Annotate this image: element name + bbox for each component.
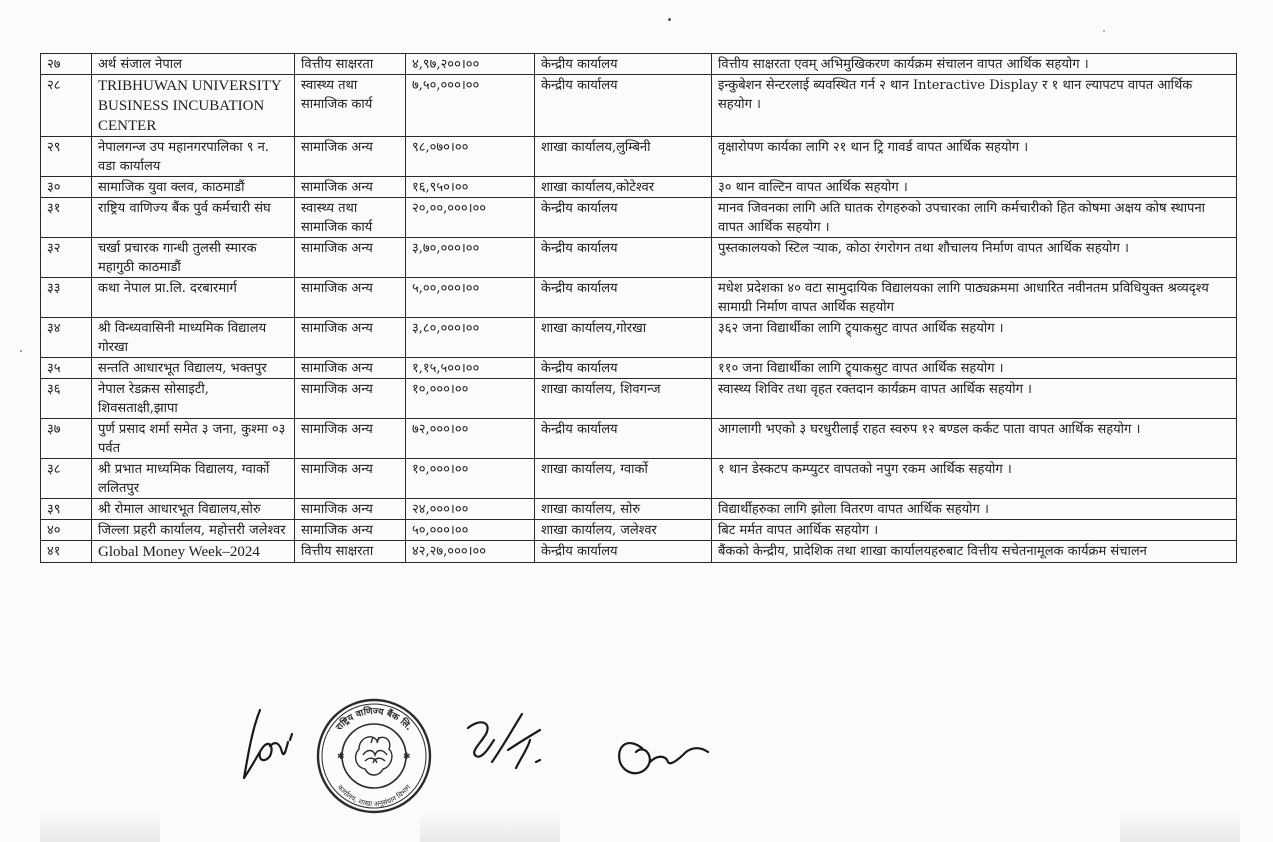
office-cell: शाखा कार्यालय, शिवगन्ज [535, 379, 712, 419]
bank-seal [315, 697, 433, 815]
purpose-cell: ११० जना विद्यार्थीका लागि ट्र्याकसुट वापत आर्थिक सहयोग । [712, 358, 1237, 379]
recipient-cell: TRIBHUWAN UNIVERSITY BUSINESS INCUBATION CENTER [92, 75, 295, 137]
amount-cell: ४,९७,२००।०० [406, 54, 535, 75]
recipient-cell: सन्तति आधारभूत विद्यालय, भक्तपुर [92, 358, 295, 379]
svg-text:✱: ✱ [403, 752, 411, 762]
category-cell: सामाजिक अन्य [295, 499, 406, 520]
scan-shadow [420, 812, 560, 842]
recipient-cell: अर्थ संजाल नेपाल [92, 54, 295, 75]
table-row [41, 238, 1237, 278]
office-cell: केन्द्रीय कार्यालय [535, 358, 712, 379]
recipient-cell: Global Money Week–2024 [92, 541, 295, 563]
category-cell: सामाजिक अन्य [295, 379, 406, 419]
purpose-cell: ३० थान वाल्टिन वापत आर्थिक सहयोग । [712, 177, 1237, 198]
amount-cell: ५,००,०००।०० [406, 278, 535, 318]
purpose-cell: ३६२ जना विद्यार्थीका लागि ट्र्याकसुट वापत आर्थिक सहयोग । [712, 318, 1237, 358]
table-row [41, 318, 1237, 358]
purpose-cell: आगलागी भएको ३ घरधुरीलाई राहत स्वरुप १२ बण्डल कर्कट पाता वापत आर्थिक सहयोग । [712, 419, 1237, 459]
category-cell: सामाजिक अन्य [295, 358, 406, 379]
table-row [41, 54, 1237, 75]
category-cell: सामाजिक अन्य [295, 419, 406, 459]
recipient-cell: कथा नेपाल प्रा.लि. दरबारमार्ग [92, 278, 295, 318]
office-cell: केन्द्रीय कार्यालय [535, 75, 712, 137]
recipient-cell: नेपालगन्ज उप महानगरपालिका ९ न. वडा कार्यालय [92, 137, 295, 177]
serial-number-cell: ३५ [41, 358, 92, 379]
purpose-cell: पुस्तकालयको स्टिल र्‍याक, कोठा रंगरोगन तथा शौचालय निर्माण वापत आर्थिक सहयोग । [712, 238, 1237, 278]
amount-cell: १६,९५०।०० [406, 177, 535, 198]
serial-number-cell: ४१ [41, 541, 92, 563]
office-cell: केन्द्रीय कार्यालय [535, 238, 712, 278]
amount-cell: २०,००,०००।०० [406, 198, 535, 238]
office-cell: शाखा कार्यालय, ग्वार्को [535, 459, 712, 499]
amount-cell: ३,७०,०००।०० [406, 238, 535, 278]
grant-table [40, 53, 1237, 563]
scan-speck [1103, 30, 1105, 32]
category-cell: वित्तीय साक्षरता [295, 541, 406, 563]
purpose-cell: १ थान डेस्कटप कम्प्युटर वापतको नपुग रकम आर्थिक सहयोग । [712, 459, 1237, 499]
purpose-cell: विद्यार्थीहरुका लागि झोला वितरण वापत आर्थिक सहयोग । [712, 499, 1237, 520]
serial-number-cell: ३६ [41, 379, 92, 419]
category-cell: सामाजिक अन्य [295, 238, 406, 278]
office-cell: केन्द्रीय कार्यालय [535, 198, 712, 238]
serial-number-cell: ३१ [41, 198, 92, 238]
office-cell: केन्द्रीय कार्यालय [535, 278, 712, 318]
purpose-cell: वृक्षारोपण कार्यका लागि २१ थान ट्रि गावर्ड वापत आर्थिक सहयोग । [712, 137, 1237, 177]
serial-number-cell: २८ [41, 75, 92, 137]
amount-cell: ९८,०७०।०० [406, 137, 535, 177]
amount-cell: ३,८०,०००।०० [406, 318, 535, 358]
table-row [41, 278, 1237, 318]
recipient-cell: नेपाल रेडक्रस सोसाइटी, शिवसताक्षी,झापा [92, 379, 295, 419]
office-cell: शाखा कार्यालय,लुम्बिनी [535, 137, 712, 177]
signature-2 [468, 714, 540, 768]
table-row [41, 75, 1237, 137]
purpose-cell: इन्कुबेशन सेन्टरलाई ब्यवस्थित गर्न २ थान Interactive Display र १ थान ल्यापटप वापत आर्थिक सहयोग । [712, 75, 1237, 137]
table-row [41, 419, 1237, 459]
table-row [41, 499, 1237, 520]
purpose-cell: स्वास्थ्य शिविर तथा वृहत रक्तदान कार्यक्रम वापत आर्थिक सहयोग । [712, 379, 1237, 419]
serial-number-cell: २९ [41, 137, 92, 177]
table-row [41, 177, 1237, 198]
office-cell: शाखा कार्यालय,कोटेश्वर [535, 177, 712, 198]
scan-shadow [1120, 812, 1240, 842]
purpose-cell: बैंकको केन्द्रीय, प्रादेशिक तथा शाखा कार्यालयहरुबाट वित्तीय सचेतनामूलक कार्यक्रम संचालन [712, 541, 1237, 563]
office-cell: शाखा कार्यालय, सोरु [535, 499, 712, 520]
signature-1 [244, 710, 292, 778]
serial-number-cell: ३४ [41, 318, 92, 358]
amount-cell: २४,०००।०० [406, 499, 535, 520]
serial-number-cell: ३७ [41, 419, 92, 459]
svg-text:कार्यालय, शाखा अनुसंधान विभाग: कार्यालय, शाखा अनुसंधान विभाग [335, 783, 413, 809]
serial-number-cell: २७ [41, 54, 92, 75]
category-cell: सामाजिक अन्य [295, 137, 406, 177]
amount-cell: ७२,०००।०० [406, 419, 535, 459]
serial-number-cell: ३९ [41, 499, 92, 520]
signatures [230, 700, 710, 820]
office-cell: केन्द्रीय कार्यालय [535, 54, 712, 75]
scan-shadow [40, 812, 160, 842]
amount-cell: १,१५,५००।०० [406, 358, 535, 379]
serial-number-cell: ३३ [41, 278, 92, 318]
scan-speck [20, 350, 22, 352]
purpose-cell: बिट मर्मत वापत आर्थिक सहयोग । [712, 520, 1237, 541]
category-cell: सामाजिक अन्य [295, 318, 406, 358]
recipient-cell: राष्ट्रिय वाणिज्य बैंक पुर्व कर्मचारी संघ [92, 198, 295, 238]
svg-text:✱: ✱ [337, 752, 345, 762]
serial-number-cell: ४० [41, 520, 92, 541]
table-row [41, 520, 1237, 541]
serial-number-cell: ३८ [41, 459, 92, 499]
table-row [41, 358, 1237, 379]
amount-cell: १०,०००।०० [406, 379, 535, 419]
category-cell: स्वास्थ्य तथा सामाजिक कार्य [295, 198, 406, 238]
category-cell: वित्तीय साक्षरता [295, 54, 406, 75]
office-cell: केन्द्रीय कार्यालय [535, 541, 712, 563]
recipient-cell: जिल्ला प्रहरी कार्यालय, महोत्तरी जलेश्वर [92, 520, 295, 541]
category-cell: सामाजिक अन्य [295, 177, 406, 198]
recipient-cell: पुर्ण प्रसाद शर्मा समेत ३ जना, कुश्मा ०३ पर्वत [92, 419, 295, 459]
grant-table-body [41, 54, 1237, 563]
amount-cell: ५०,०००।०० [406, 520, 535, 541]
purpose-cell: मानव जिवनका लागि अति घातक रोगहरुको उपचारका लागि कर्मचारीको हित कोषमा अक्षय कोष स्थापना वापत आर्थिक सहयोग । [712, 198, 1237, 238]
amount-cell: ४२,२७,०००।०० [406, 541, 535, 563]
table-row [41, 379, 1237, 419]
category-cell: सामाजिक अन्य [295, 278, 406, 318]
office-cell: शाखा कार्यालय, जलेश्वर [535, 520, 712, 541]
serial-number-cell: ३० [41, 177, 92, 198]
purpose-cell: वित्तीय साक्षरता एवम् अभिमुखिकरण कार्यक्रम संचालन वापत आर्थिक सहयोग । [712, 54, 1237, 75]
svg-text:राष्ट्रिय वाणिज्य बैंक लि.: राष्ट्रिय वाणिज्य बैंक लि. [334, 706, 414, 733]
scan-speck [668, 18, 671, 21]
recipient-cell: श्री प्रभात माध्यमिक विद्यालय, ग्वार्को ललितपुर [92, 459, 295, 499]
table-row [41, 137, 1237, 177]
table-row [41, 459, 1237, 499]
amount-cell: ७,५०,०००।०० [406, 75, 535, 137]
category-cell: स्वास्थ्य तथा सामाजिक कार्य [295, 75, 406, 137]
category-cell: सामाजिक अन्य [295, 520, 406, 541]
amount-cell: १०,०००।०० [406, 459, 535, 499]
signature-3 [619, 743, 708, 773]
office-cell: केन्द्रीय कार्यालय [535, 419, 712, 459]
office-cell: शाखा कार्यालय,गोरखा [535, 318, 712, 358]
recipient-cell: श्री रोमाल आधारभूत विद्यालय,सोरु [92, 499, 295, 520]
recipient-cell: चर्खा प्रचारक गान्धी तुलसी स्मारक महागुठी काठमाडौं [92, 238, 295, 278]
table-row [41, 198, 1237, 238]
serial-number-cell: ३२ [41, 238, 92, 278]
purpose-cell: मधेश प्रदेशका ४० वटा सामुदायिक विद्यालयका लागि पाठ्यक्रममा आधारित नवीनतम प्रविधियुक्त श्रव्यदृश्य सामाग्री निर्माण वापत आर्थिक सहयोग [712, 278, 1237, 318]
table-row [41, 541, 1237, 563]
category-cell: सामाजिक अन्य [295, 459, 406, 499]
recipient-cell: श्री विन्ध्यवासिनी माध्यमिक विद्यालय गोरखा [92, 318, 295, 358]
recipient-cell: सामाजिक युवा क्लव, काठमाडौं [92, 177, 295, 198]
